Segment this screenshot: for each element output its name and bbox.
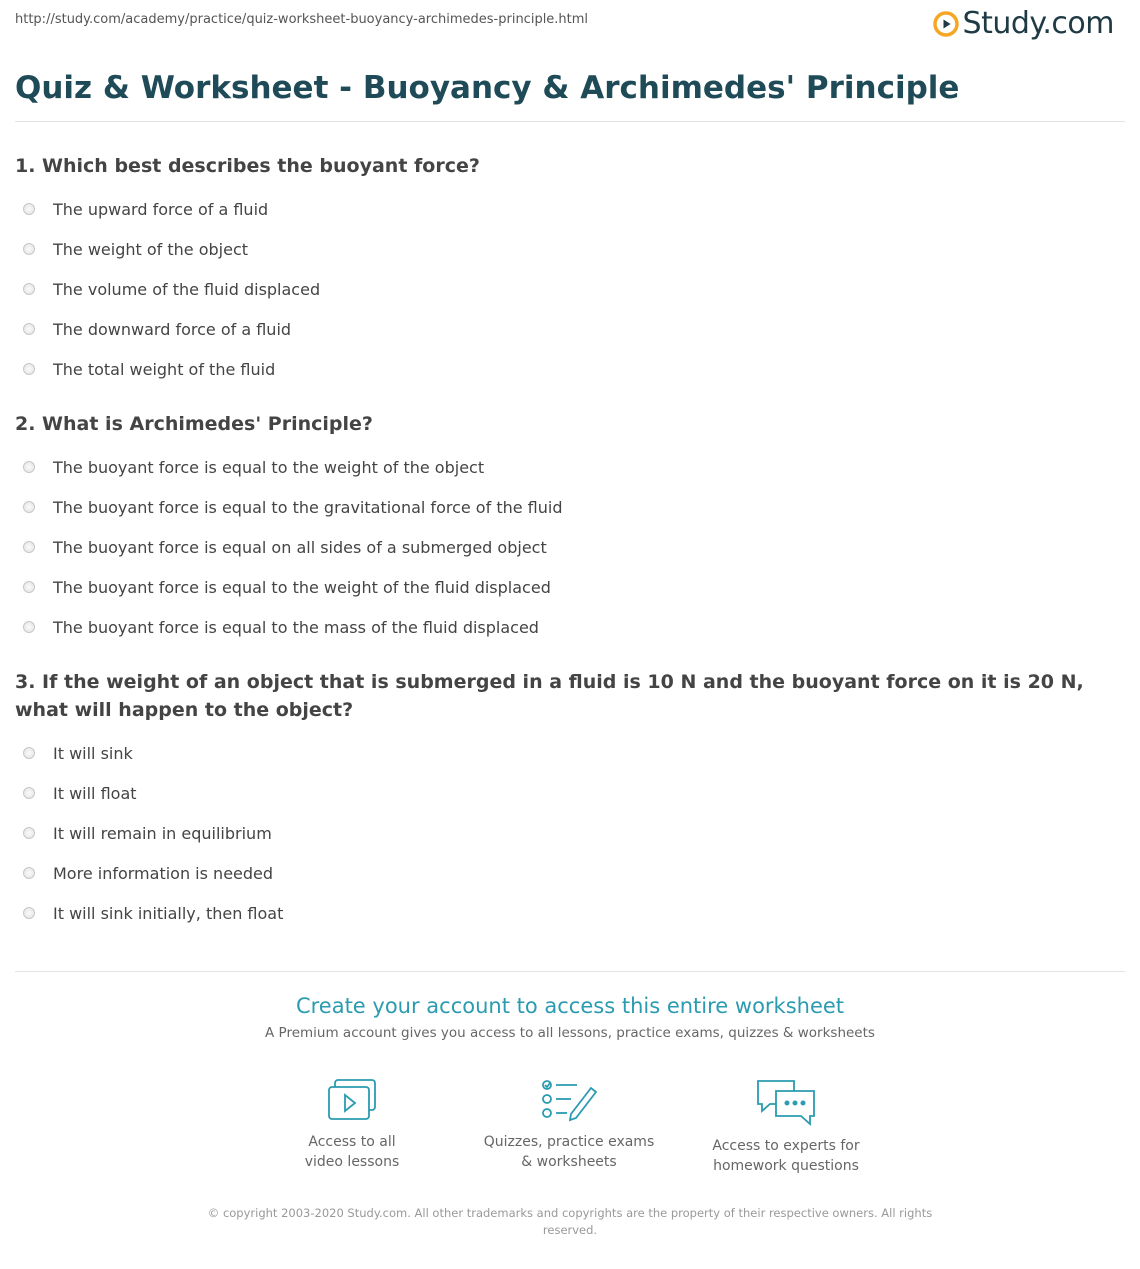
- video-lessons-icon: [327, 1078, 377, 1122]
- question-2: [15, 410, 1125, 647]
- answer-option[interactable]: [15, 189, 1125, 229]
- answer-list: [15, 733, 1125, 933]
- answer-label: The upward force of a fluid: [53, 199, 269, 219]
- answer-option[interactable]: [15, 527, 1125, 567]
- answer-list: [15, 447, 1125, 647]
- answer-option[interactable]: [15, 773, 1125, 813]
- radio-button[interactable]: [23, 747, 35, 759]
- answer-label: More information is needed: [53, 863, 274, 883]
- page-title: Quiz & Worksheet - Buoyancy & Archimedes' Principle: [15, 70, 960, 106]
- answer-label: The buoyant force is equal on all sides of a submerged object: [53, 537, 547, 557]
- radio-button[interactable]: [23, 907, 35, 919]
- answer-label: The buoyant force is equal to the mass of the fluid displaced: [53, 617, 539, 637]
- answer-option[interactable]: [15, 607, 1125, 647]
- play-circle-icon: [933, 11, 959, 37]
- radio-button[interactable]: [23, 787, 35, 799]
- radio-button[interactable]: [23, 501, 35, 513]
- cta-subtitle: A Premium account gives you access to all lessons, practice exams, quizzes & worksheets: [265, 1025, 875, 1041]
- answer-list: [15, 189, 1125, 389]
- answer-label: It will float: [53, 783, 137, 803]
- radio-button[interactable]: [23, 867, 35, 879]
- feature-video-lessons: [252, 1078, 452, 1172]
- header-divider: [15, 121, 1125, 122]
- answer-option[interactable]: [15, 229, 1125, 269]
- feature-label: Access to experts for homework questions: [712, 1138, 860, 1174]
- answer-label: It will sink initially, then float: [53, 903, 284, 923]
- answer-label: The weight of the object: [53, 239, 249, 259]
- logo-text: Study.com: [962, 6, 1114, 41]
- answer-label: It will sink: [53, 743, 133, 763]
- answer-option[interactable]: [15, 487, 1125, 527]
- feature-label: Access to all video lessons: [304, 1134, 400, 1170]
- answer-label: The downward force of a fluid: [53, 319, 292, 339]
- answer-label: The buoyant force is equal to the gravitational force of the fluid: [53, 497, 563, 517]
- answer-option[interactable]: [15, 447, 1125, 487]
- answer-option[interactable]: [15, 853, 1125, 893]
- answer-option[interactable]: [15, 813, 1125, 853]
- answer-option[interactable]: [15, 567, 1125, 607]
- radio-button[interactable]: [23, 541, 35, 553]
- answer-label: It will remain in equilibrium: [53, 823, 272, 843]
- quiz-checklist-icon: [541, 1078, 597, 1122]
- answer-option[interactable]: [15, 349, 1125, 389]
- page-url: http://study.com/academy/practice/quiz-worksheet-buoyancy-archimedes-principle.html: [15, 12, 589, 27]
- feature-quizzes: [469, 1078, 669, 1172]
- radio-button[interactable]: [23, 363, 35, 375]
- cta-divider: [15, 971, 1125, 972]
- question-text: 2. What is Archimedes' Principle?: [15, 413, 373, 435]
- answer-option[interactable]: [15, 309, 1125, 349]
- radio-button[interactable]: [23, 581, 35, 593]
- study-logo[interactable]: [933, 6, 1114, 41]
- radio-button[interactable]: [23, 827, 35, 839]
- answer-option[interactable]: [15, 893, 1125, 933]
- question-text: 1. Which best describes the buoyant force?: [15, 155, 480, 177]
- answer-option[interactable]: [15, 269, 1125, 309]
- copyright-text: © copyright 2003-2020 Study.com. All other trademarks and copyrights are the property of their respective owners. All rights reserved.: [207, 1206, 933, 1237]
- chat-bubbles-icon: [754, 1078, 818, 1126]
- radio-button[interactable]: [23, 621, 35, 633]
- radio-button[interactable]: [23, 243, 35, 255]
- answer-label: The volume of the fluid displaced: [53, 279, 321, 299]
- quiz-list: [15, 152, 1125, 954]
- radio-button[interactable]: [23, 461, 35, 473]
- radio-button[interactable]: [23, 323, 35, 335]
- question-3: [15, 668, 1125, 933]
- feature-label: Quizzes, practice exams & worksheets: [483, 1134, 655, 1170]
- answer-label: The buoyant force is equal to the weight of the object: [53, 457, 485, 477]
- question-text: 3. If the weight of an object that is submerged in a fluid is 10 N and the buoyant force on it is 20 N, what will happen to the object?: [15, 671, 1084, 721]
- feature-experts: [686, 1078, 886, 1176]
- radio-button[interactable]: [23, 283, 35, 295]
- answer-label: The buoyant force is equal to the weight of the fluid displaced: [53, 577, 551, 597]
- question-1: [15, 152, 1125, 389]
- answer-label: The total weight of the fluid: [53, 359, 276, 379]
- answer-option[interactable]: [15, 733, 1125, 773]
- radio-button[interactable]: [23, 203, 35, 215]
- create-account-link[interactable]: Create your account to access this entire worksheet: [295, 994, 845, 1018]
